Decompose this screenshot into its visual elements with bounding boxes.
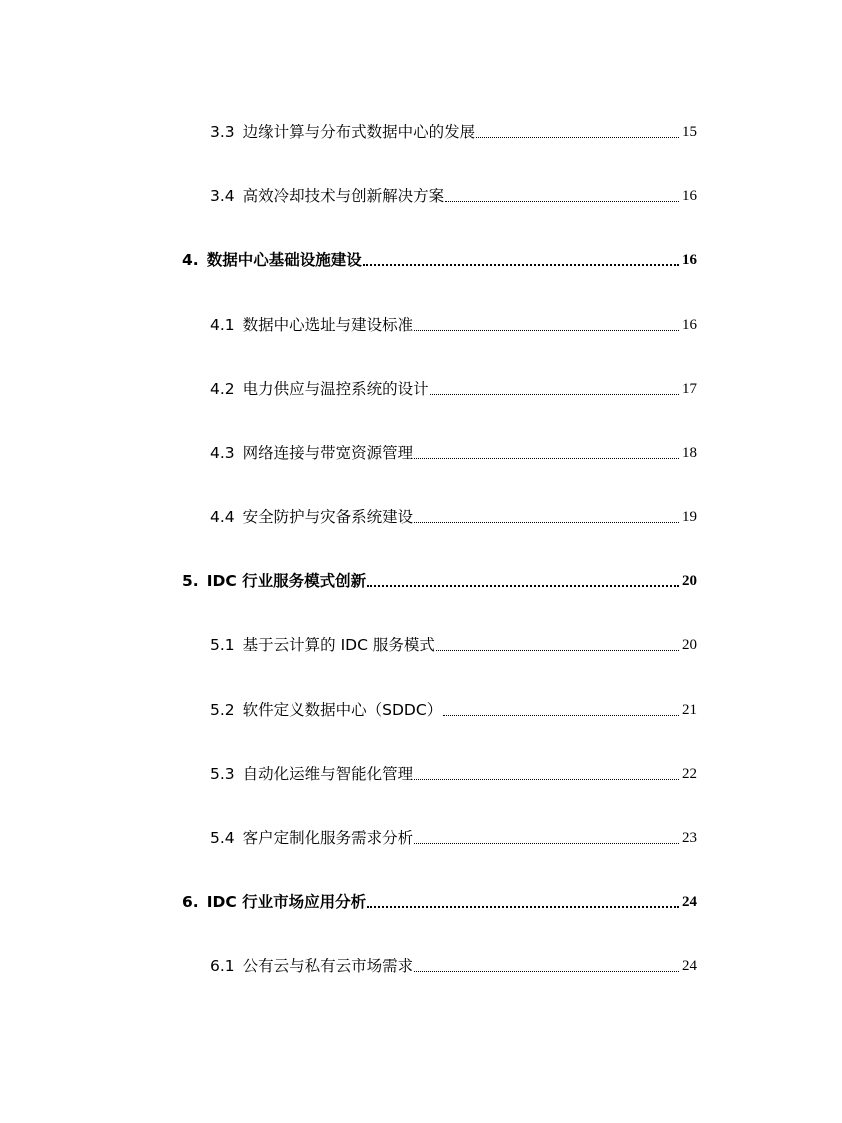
toc-entry-number: 5.4 (210, 829, 235, 847)
toc-entry-number: 4. (182, 251, 199, 269)
toc-entry-number: 4.1 (210, 316, 235, 334)
toc-entry-page-number: 22 (682, 766, 697, 782)
dot-leader (476, 137, 679, 138)
toc-entry-title: 自动化运维与智能化管理 (242, 765, 414, 783)
toc-entry-number: 5.1 (210, 636, 235, 654)
toc-entry-title: 公有云与私有云市场需求 (242, 957, 414, 975)
toc-entry-5-2[interactable] (210, 690, 697, 720)
toc-entry-page-number: 18 (682, 445, 697, 461)
toc-entry-4[interactable] (182, 240, 697, 270)
toc-entry-number: 6. (182, 893, 199, 911)
dot-leader (436, 650, 679, 651)
dot-leader (363, 264, 679, 266)
toc-entry-number: 5. (182, 572, 199, 590)
toc-entry-page-number: 21 (682, 702, 697, 718)
toc-entry-title: 软件定义数据中心（SDDC） (242, 701, 443, 719)
toc-entry-title: 数据中心基础设施建设 (206, 251, 362, 269)
toc-entry-number: 6.1 (210, 957, 235, 975)
toc-entry-5-3[interactable] (210, 754, 697, 784)
dot-leader (414, 522, 679, 523)
toc-entry-number: 5.2 (210, 701, 235, 719)
toc-entry-5[interactable] (182, 561, 697, 591)
toc-entry-4-4[interactable] (210, 497, 697, 527)
dot-leader (443, 715, 679, 716)
toc-entry-page-number: 20 (682, 637, 697, 653)
toc-entry-page-number: 23 (682, 830, 697, 846)
toc-entry-3-4[interactable] (210, 176, 697, 206)
toc-entry-page-number: 15 (682, 124, 697, 140)
toc-entry-4-1[interactable] (210, 305, 697, 335)
toc-entry-6[interactable] (182, 882, 697, 912)
toc-entry-page-number: 16 (682, 188, 697, 204)
toc-entry-page-number: 16 (682, 317, 697, 333)
dot-leader (445, 201, 679, 202)
toc-entry-number: 4.3 (210, 444, 235, 462)
toc-entry-title: 客户定制化服务需求分析 (242, 829, 414, 847)
toc-entry-page-number: 24 (682, 958, 697, 974)
toc-entry-title: IDC 行业市场应用分析 (206, 893, 367, 911)
dot-leader (414, 843, 679, 844)
toc-entry-page-number: 24 (682, 894, 697, 910)
toc-entry-title: 网络连接与带宽资源管理 (242, 444, 414, 462)
toc-entry-4-3[interactable] (210, 433, 697, 463)
dot-leader (414, 330, 679, 331)
toc-entry-number: 4.4 (210, 508, 235, 526)
toc-entry-page-number: 16 (682, 252, 697, 268)
dot-leader (414, 971, 679, 972)
toc-entry-title: 边缘计算与分布式数据中心的发展 (242, 123, 476, 141)
toc-entry-number: 3.4 (210, 187, 235, 205)
toc-entry-title: 电力供应与温控系统的设计 (242, 380, 429, 398)
toc-entry-title: IDC 行业服务模式创新 (206, 572, 367, 590)
toc-entry-number: 5.3 (210, 765, 235, 783)
toc-entry-4-2[interactable] (210, 369, 697, 399)
dot-leader (430, 394, 679, 395)
toc-entry-5-1[interactable] (210, 625, 697, 655)
dot-leader (367, 585, 679, 587)
toc-entry-3-3[interactable] (210, 112, 697, 142)
toc-entry-page-number: 19 (682, 509, 697, 525)
toc-entry-title: 基于云计算的 IDC 服务模式 (242, 636, 435, 654)
toc-entry-6-1[interactable] (210, 946, 697, 976)
toc-entry-number: 4.2 (210, 380, 235, 398)
toc-entry-number: 3.3 (210, 123, 235, 141)
toc-entry-5-4[interactable] (210, 818, 697, 848)
dot-leader (414, 458, 679, 459)
toc-entry-title: 安全防护与灾备系统建设 (242, 508, 414, 526)
toc-entry-title: 高效冷却技术与创新解决方案 (242, 187, 445, 205)
toc-entry-page-number: 17 (682, 381, 697, 397)
dot-leader (414, 779, 679, 780)
toc-entry-title: 数据中心选址与建设标准 (242, 316, 414, 334)
dot-leader (367, 906, 679, 908)
toc-entry-page-number: 20 (682, 573, 697, 589)
